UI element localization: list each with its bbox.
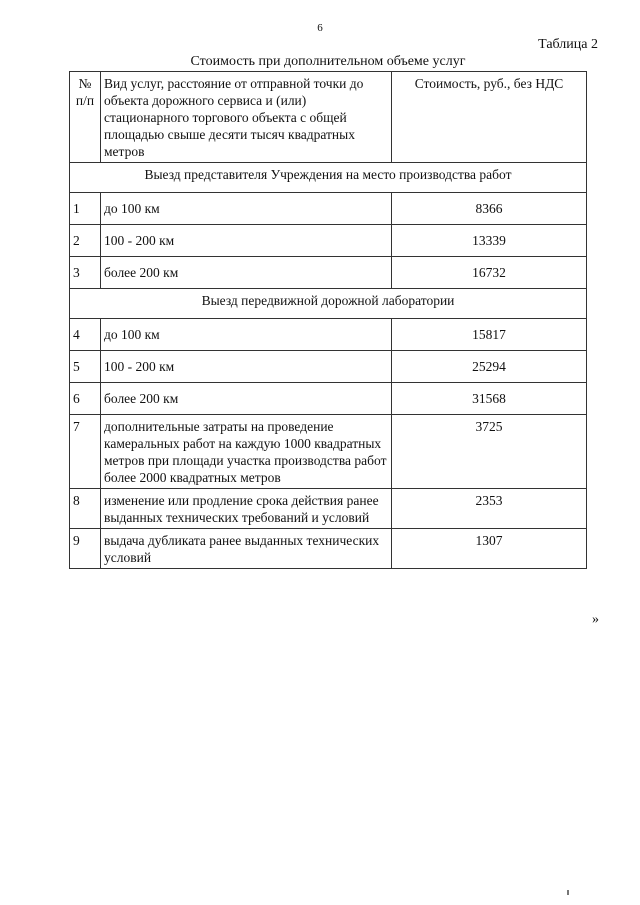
table-row [70,351,587,383]
row-description: 100 - 200 км [101,225,392,257]
scan-mark [567,890,569,895]
row-price: 8366 [392,193,587,225]
row-description: 100 - 200 км [101,351,392,383]
row-price: 3725 [392,415,587,489]
row-num: 7 [70,415,101,489]
section-row [70,163,587,193]
closing-quote: » [592,612,599,627]
row-price: 13339 [392,225,587,257]
row-description: более 200 км [101,257,392,289]
table-row [70,383,587,415]
row-num: 4 [70,319,101,351]
row-price: 1307 [392,529,587,569]
row-num: 1 [70,193,101,225]
row-num: 5 [70,351,101,383]
table-title: Стоимость при дополнительном объеме услуг [190,54,466,69]
table-row [70,529,587,569]
table-row [70,257,587,289]
row-price: 31568 [392,383,587,415]
table-row [70,193,587,225]
table-row [70,489,587,529]
section-row [70,289,587,319]
row-price: 16732 [392,257,587,289]
row-description: до 100 км [101,193,392,225]
row-description: выдача дубликата ранее выданных технических условий [101,529,392,569]
row-price: 25294 [392,351,587,383]
row-description: более 200 км [101,383,392,415]
row-price: 2353 [392,489,587,529]
table-row [70,225,587,257]
table-label: Таблица 2 [538,37,598,52]
header-num: № п/п [70,72,101,163]
price-table [69,71,587,569]
row-description: до 100 км [101,319,392,351]
row-num: 8 [70,489,101,529]
header-description: Вид услуг, расстояние от отправной точки до объекта дорожного сервиса и (или) стационарного торгового объекта с общей площадью свыше десяти тысяч квадратных метров [101,72,392,163]
row-description: дополнительные затраты на проведение камеральных работ на каждую 1000 квадратных метров при площади участка производства работ более 2000 квадратных метров [101,415,392,489]
row-num: 6 [70,383,101,415]
header-price: Стоимость, руб., без НДС [392,72,587,163]
row-num: 3 [70,257,101,289]
row-description: изменение или продление срока действия ранее выданных технических требований и условий [101,489,392,529]
section-title: Выезд передвижной дорожной лаборатории [70,289,587,319]
row-num: 2 [70,225,101,257]
page-number: 6 [317,22,323,34]
table-row [70,415,587,489]
row-num: 9 [70,529,101,569]
row-price: 15817 [392,319,587,351]
section-title: Выезд представителя Учреждения на место производства работ [70,163,587,193]
table-row [70,319,587,351]
table-header-row [70,72,587,163]
